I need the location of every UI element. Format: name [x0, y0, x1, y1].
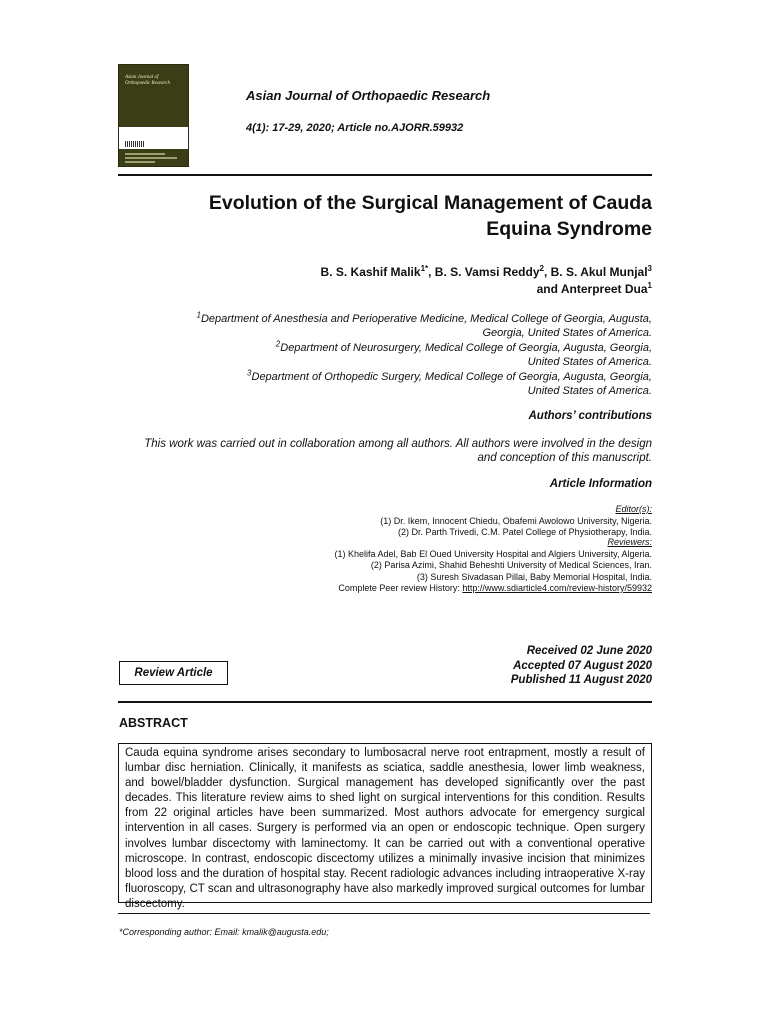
cover-barcode: [125, 141, 145, 147]
affiliation-text: Department of Anesthesia and Perioperative Medicine, Medical College of Georgia, Augusta,: [200, 313, 652, 325]
journal-citation: 4(1): 17-29, 2020; Article no.AJORR.59932: [246, 122, 464, 134]
reviewer-entry: (1) Khelifa Adel, Bab El Oued University Hospital and Algiers University, Algeria.: [334, 548, 652, 559]
cover-title-line: Asian Journal of: [125, 75, 159, 80]
contributions-line: and conception of this manuscript.: [477, 452, 652, 464]
reviewers-label: Reviewers:: [607, 537, 652, 547]
author-name: B. S. Kashif Malik: [320, 265, 421, 279]
reviewer-entry: (2) Parisa Azimi, Shahid Beheshti University of Medical Sciences, Iran.: [370, 560, 652, 571]
peer-review-history-label: Complete Peer review History:: [338, 583, 463, 593]
cover-decoration: [125, 161, 155, 163]
cover-title: [125, 75, 185, 87]
article-title: [132, 190, 652, 242]
author-list: [132, 264, 652, 298]
author-name: Anterpreet Dua: [560, 282, 648, 296]
affiliation-text: Department of Orthopedic Surgery, Medical College of Georgia, Augusta, Georgia,: [251, 371, 652, 383]
affiliation-mark: 1: [196, 310, 201, 320]
title-line-1: Evolution of the Surgical Management of Cauda: [208, 192, 652, 214]
article-information-heading: Article Information: [549, 478, 652, 490]
author-name: B. S. Vamsi Reddy: [434, 265, 540, 279]
author-name: B. S. Akul Munjal: [550, 265, 648, 279]
journal-cover-thumbnail: [118, 64, 189, 167]
article-type-badge: Review Article: [119, 661, 228, 685]
affiliation-text: United States of America.: [527, 356, 652, 368]
contributions-text: [112, 437, 652, 465]
authors-line-1: [132, 264, 652, 281]
editor-entry: (1) Dr. Ikem, Innocent Chiedu, Obafemi Awolowo University, Nigeria.: [380, 515, 652, 526]
author-separator: ,: [543, 265, 551, 279]
abstract-body: Cauda equina syndrome arises secondary to lumbosacral nerve root entrapment, mostly a result of lumbar disc herniation. Clinically, it manifests as sciatica, saddle anesthesia, lower limb weakness, and bowel/bladder dysfunction. Surgical management has developed significantly over the past decades. This literature review aims to shed light on surgical interventions for this condition. Results from 22 original articles have been summarized. Most authors advocate for emergency surgical intervention in all cases. Surgery is performed via an open or endoscopic technique. Open surgery involves lumbar discectomy with laminectomy. It can be carried out with a conventional operative microscope. In contrast, endoscopic discectomy utilizes a minimally invasive incision that minimizes blood loss and the duration of hospital stay. Recent radiologic advances including intraoperative X-ray fluoroscopy, CT scan and ultrasonography have also markedly improved surgical outcomes for lumbar discectomy.: [118, 743, 652, 903]
accepted-date: Accepted 07 August 2020: [513, 659, 652, 672]
published-date: Published 11 August 2020: [510, 674, 652, 686]
affiliation-3: [132, 370, 652, 398]
affiliation-mark: 3: [247, 368, 252, 378]
affiliation-text: Department of Neurosurgery, Medical College of Georgia, Augusta, Georgia,: [280, 342, 652, 354]
peer-review-history: [338, 583, 652, 593]
cover-decoration: [125, 153, 165, 155]
corresponding-author-footnote: *Corresponding author: Email: kmalik@augusta.edu;: [119, 927, 329, 937]
peer-review-history-link[interactable]: http://www.sdiarticle4.com/review-history/59932: [462, 583, 652, 593]
author-affiliation-mark: 1*: [420, 264, 429, 273]
affiliation-mark: 2: [275, 339, 281, 349]
journal-name: Asian Journal of Orthopaedic Research: [246, 88, 491, 103]
cover-title-line: Orthopaedic Research: [125, 81, 170, 86]
contributions-line: This work was carried out in collaboration among all authors. All authors were involved in the design: [144, 438, 652, 450]
author-affiliation-mark: 1: [647, 281, 652, 290]
editors-label: Editor(s):: [615, 504, 652, 514]
title-line-2: Equina Syndrome: [486, 218, 652, 240]
received-date: Received 02 June 2020: [526, 645, 652, 657]
footnote-divider: [118, 913, 650, 914]
header-divider: [118, 174, 652, 176]
publication-dates: [511, 644, 652, 688]
contributions-heading: Authors’ contributions: [528, 410, 652, 422]
affiliation-text: Georgia, United States of America.: [482, 327, 652, 339]
affiliation-text: United States of America.: [527, 385, 652, 397]
affiliation-2: [132, 341, 652, 369]
affiliation-1: [132, 312, 652, 340]
editor-entry: (2) Dr. Parth Trivedi, C.M. Patel College of Physiotherapy, India.: [398, 527, 652, 538]
authors-line-2: [132, 281, 652, 298]
abstract-divider: [118, 701, 652, 703]
author-conjunction: and: [536, 282, 561, 296]
reviewers-block: [232, 537, 652, 583]
author-separator: ,: [428, 265, 435, 279]
author-affiliation-mark: 3: [647, 264, 652, 273]
reviewer-entry: (3) Suresh Sivadasan Pillai, Baby Memorial Hospital, India.: [416, 571, 652, 582]
author-affiliation-mark: 2: [539, 264, 544, 273]
abstract-heading: ABSTRACT: [119, 716, 188, 730]
editors-block: [232, 504, 652, 539]
cover-decoration: [125, 157, 177, 159]
